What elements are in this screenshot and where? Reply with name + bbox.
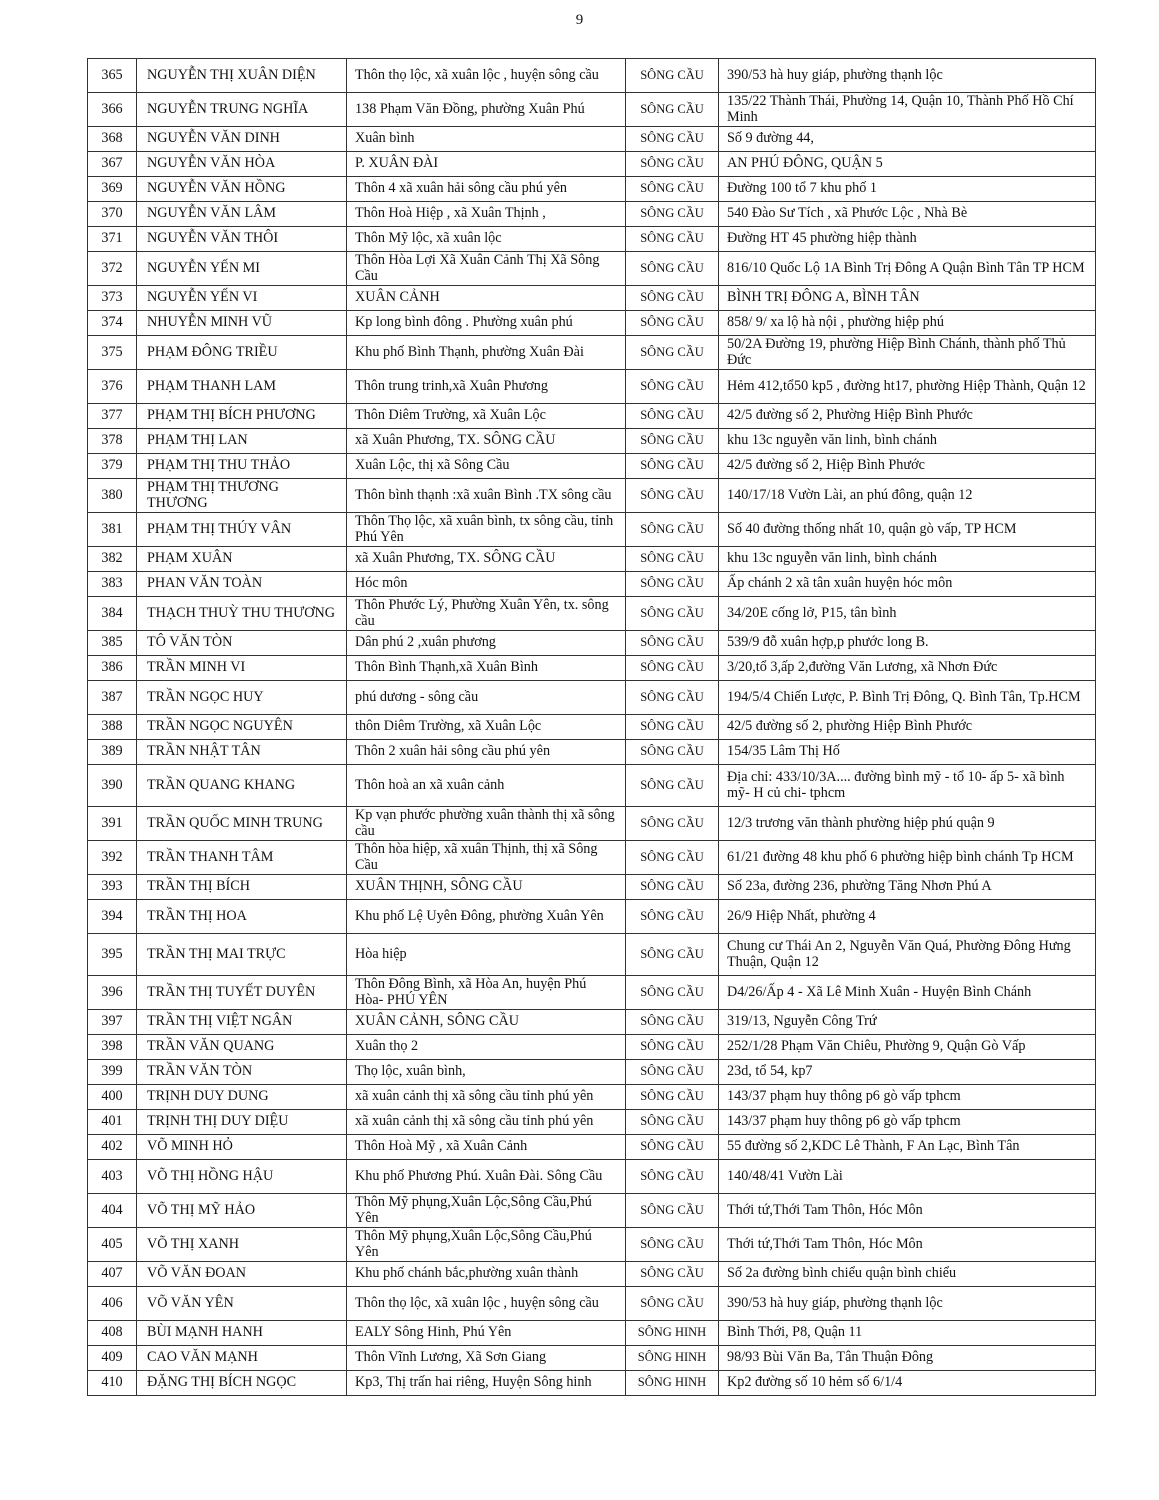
cell-stt: 390 (88, 765, 137, 807)
table-row (88, 1228, 1096, 1262)
cell-district: SÔNG CẦU (626, 1228, 719, 1262)
cell-name: PHAN VĂN TOÀN (137, 572, 347, 597)
cell-name: TÔ VĂN TÒN (137, 631, 347, 656)
cell-district: SÔNG CẦU (626, 1160, 719, 1194)
cell-district: SÔNG CẦU (626, 1262, 719, 1287)
cell-district: SÔNG CẦU (626, 715, 719, 740)
cell-stt: 381 (88, 513, 137, 547)
cell-home-address: 138 Phạm Văn Đồng, phường Xuân Phú (347, 93, 626, 127)
cell-home-address: Kp long bình đông . Phường xuân phú (347, 311, 626, 336)
cell-name: TRẦN THANH TÂM (137, 841, 347, 875)
cell-district: SÔNG CẦU (626, 1287, 719, 1321)
cell-district: SÔNG CẦU (626, 59, 719, 93)
cell-home-address: Thôn Vĩnh Lương, Xã Sơn Giang (347, 1346, 626, 1371)
cell-current-address: Địa chỉ: 433/10/3A.... đường bình mỹ - tổ 10- ấp 5- xã bình mỹ- H củ chi- tphcm (719, 765, 1096, 807)
cell-stt: 393 (88, 875, 137, 900)
cell-stt: 382 (88, 547, 137, 572)
cell-stt: 392 (88, 841, 137, 875)
cell-district: SÔNG CẦU (626, 681, 719, 715)
table-row (88, 177, 1096, 202)
cell-stt: 370 (88, 202, 137, 227)
cell-name: TRỊNH THỊ DUY DIỆU (137, 1110, 347, 1135)
cell-current-address: Chung cư Thái An 2, Nguyễn Văn Quá, Phường Đông Hưng Thuận, Quận 12 (719, 934, 1096, 976)
table-row (88, 429, 1096, 454)
cell-stt: 398 (88, 1035, 137, 1060)
cell-current-address: 50/2A Đường 19, phường Hiệp Bình Chánh, thành phố Thủ Đức (719, 336, 1096, 370)
cell-district: SÔNG CẦU (626, 807, 719, 841)
cell-district: SÔNG CẦU (626, 370, 719, 404)
cell-name: TRẦN QUỐC MINH TRUNG (137, 807, 347, 841)
cell-district: SÔNG CẦU (626, 336, 719, 370)
cell-district: SÔNG HINH (626, 1346, 719, 1371)
cell-stt: 408 (88, 1321, 137, 1346)
cell-name: NGUYỄN VĂN DINH (137, 127, 347, 152)
cell-name: VÕ VĂN ĐOAN (137, 1262, 347, 1287)
cell-district: SÔNG CẦU (626, 202, 719, 227)
cell-stt: 377 (88, 404, 137, 429)
cell-district: SÔNG HINH (626, 1321, 719, 1346)
table-row (88, 227, 1096, 252)
table-row (88, 152, 1096, 177)
cell-stt: 367 (88, 152, 137, 177)
cell-home-address: Khu phố chánh bắc,phường xuân thành (347, 1262, 626, 1287)
cell-stt: 402 (88, 1135, 137, 1160)
cell-home-address: Kp vạn phước phường xuân thành thị xã sông cầu (347, 807, 626, 841)
cell-district: SÔNG CẦU (626, 656, 719, 681)
cell-stt: 386 (88, 656, 137, 681)
cell-current-address: Ấp chánh 2 xã tân xuân huyện hóc môn (719, 572, 1096, 597)
table-row (88, 1262, 1096, 1287)
cell-district: SÔNG CẦU (626, 227, 719, 252)
table-row (88, 479, 1096, 513)
cell-district: SÔNG HINH (626, 1371, 719, 1396)
cell-home-address: Thôn Hòa Lợi Xã Xuân Cảnh Thị Xã Sông Cầu (347, 252, 626, 286)
table-row (88, 976, 1096, 1010)
cell-home-address: Kp3, Thị trấn hai riêng, Huyện Sông hinh (347, 1371, 626, 1396)
cell-name: PHẠM THỊ THÚY VÂN (137, 513, 347, 547)
cell-home-address: Thôn hoà an xã xuân cảnh (347, 765, 626, 807)
cell-home-address: Thôn Hoà Hiệp , xã Xuân Thịnh , (347, 202, 626, 227)
cell-stt: 368 (88, 127, 137, 152)
cell-district: SÔNG CẦU (626, 1194, 719, 1228)
cell-home-address: xã xuân cảnh thị xã sông cầu tỉnh phú yên (347, 1085, 626, 1110)
cell-district: SÔNG CẦU (626, 1035, 719, 1060)
table-row (88, 93, 1096, 127)
table-row (88, 875, 1096, 900)
cell-stt: 404 (88, 1194, 137, 1228)
cell-district: SÔNG CẦU (626, 900, 719, 934)
cell-current-address: Số 40 đường thống nhất 10, quận gò vấp, TP HCM (719, 513, 1096, 547)
table-row (88, 572, 1096, 597)
table-row (88, 1110, 1096, 1135)
cell-stt: 389 (88, 740, 137, 765)
cell-current-address: 194/5/4 Chiến Lược, P. Bình Trị Đông, Q. Bình Tân, Tp.HCM (719, 681, 1096, 715)
cell-stt: 380 (88, 479, 137, 513)
cell-current-address: 858/ 9/ xa lộ hà nội , phường hiệp phú (719, 311, 1096, 336)
cell-current-address: 390/53 hà huy giáp, phường thạnh lộc (719, 59, 1096, 93)
cell-current-address: 252/1/28 Phạm Văn Chiêu, Phường 9, Quận Gò Vấp (719, 1035, 1096, 1060)
cell-name: TRỊNH DUY DUNG (137, 1085, 347, 1110)
table-row (88, 286, 1096, 311)
cell-home-address: XUÂN CẢNH (347, 286, 626, 311)
cell-name: NHUYỄN MINH VŨ (137, 311, 347, 336)
cell-home-address: Thôn Bình Thạnh,xã Xuân Bình (347, 656, 626, 681)
table-row (88, 681, 1096, 715)
cell-name: NGUYỄN VĂN THÔI (137, 227, 347, 252)
cell-home-address: Xuân Lộc, thị xã Sông Cầu (347, 454, 626, 479)
cell-stt: 394 (88, 900, 137, 934)
cell-stt: 374 (88, 311, 137, 336)
cell-name: VÕ VĂN YÊN (137, 1287, 347, 1321)
cell-current-address: 140/48/41 Vườn Lài (719, 1160, 1096, 1194)
table-row (88, 715, 1096, 740)
cell-current-address: 135/22 Thành Thái, Phường 14, Quận 10, Thành Phố Hồ Chí Minh (719, 93, 1096, 127)
table-row (88, 765, 1096, 807)
cell-home-address: Thôn hòa hiệp, xã xuân Thịnh, thị xã Sông Cầu (347, 841, 626, 875)
cell-district: SÔNG CẦU (626, 513, 719, 547)
cell-district: SÔNG CẦU (626, 286, 719, 311)
cell-current-address: D4/26/Ấp 4 - Xã Lê Minh Xuân - Huyện Bình Chánh (719, 976, 1096, 1010)
cell-home-address: Thôn Đông Bình, xã Hòa An, huyện Phú Hòa- PHÚ YÊN (347, 976, 626, 1010)
cell-stt: 407 (88, 1262, 137, 1287)
cell-home-address: XUÂN CẢNH, SÔNG CẦU (347, 1010, 626, 1035)
registry-table-body (88, 59, 1096, 1396)
cell-home-address: Thôn 4 xã xuân hải sông cầu phú yên (347, 177, 626, 202)
cell-current-address: Số 9 đường 44, (719, 127, 1096, 152)
cell-home-address: Thôn Diêm Trường, xã Xuân Lộc (347, 404, 626, 429)
cell-current-address: BÌNH TRỊ ĐÔNG A, BÌNH TÂN (719, 286, 1096, 311)
cell-district: SÔNG CẦU (626, 1060, 719, 1085)
cell-district: SÔNG CẦU (626, 976, 719, 1010)
cell-home-address: Khu phố Lệ Uyên Đông, phường Xuân Yên (347, 900, 626, 934)
table-row (88, 370, 1096, 404)
table-row (88, 656, 1096, 681)
cell-stt: 397 (88, 1010, 137, 1035)
cell-stt: 405 (88, 1228, 137, 1262)
cell-stt: 366 (88, 93, 137, 127)
cell-current-address: 42/5 đường số 2, Hiệp Bình Phước (719, 454, 1096, 479)
cell-current-address: 319/13, Nguyễn Công Trứ (719, 1010, 1096, 1035)
cell-name: TRẦN THỊ TUYẾT DUYÊN (137, 976, 347, 1010)
table-row (88, 1346, 1096, 1371)
cell-name: CAO VĂN MẠNH (137, 1346, 347, 1371)
cell-district: SÔNG CẦU (626, 841, 719, 875)
cell-district: SÔNG CẦU (626, 875, 719, 900)
cell-home-address: Thôn bình thạnh :xã xuân Bình .TX sông cầu (347, 479, 626, 513)
cell-current-address: 143/37 phạm huy thông p6 gò vấp tphcm (719, 1085, 1096, 1110)
table-row (88, 547, 1096, 572)
cell-name: TRẦN THỊ VIỆT NGÂN (137, 1010, 347, 1035)
cell-home-address: Thôn thọ lộc, xã xuân lộc , huyện sông cầu (347, 1287, 626, 1321)
cell-home-address: EALY Sông Hinh, Phú Yên (347, 1321, 626, 1346)
cell-stt: 406 (88, 1287, 137, 1321)
cell-home-address: Thôn Phước Lý, Phường Xuân Yên, tx. sông cầu (347, 597, 626, 631)
cell-district: SÔNG CẦU (626, 93, 719, 127)
cell-stt: 396 (88, 976, 137, 1010)
cell-stt: 373 (88, 286, 137, 311)
cell-home-address: Thôn Thọ lộc, xã xuân bình, tx sông cầu, tỉnh Phú Yên (347, 513, 626, 547)
cell-district: SÔNG CẦU (626, 740, 719, 765)
cell-name: VÕ THỊ HỒNG HẬU (137, 1160, 347, 1194)
cell-current-address: 140/17/18 Vườn Lài, an phú đông, quận 12 (719, 479, 1096, 513)
cell-home-address: Thọ lộc, xuân bình, (347, 1060, 626, 1085)
cell-name: TRẦN THỊ MAI TRỰC (137, 934, 347, 976)
cell-current-address: Số 2a đường bình chiểu quận bình chiểu (719, 1262, 1096, 1287)
cell-name: NGUYỄN VĂN HỒNG (137, 177, 347, 202)
cell-name: TRẦN NHẬT TÂN (137, 740, 347, 765)
cell-district: SÔNG CẦU (626, 934, 719, 976)
cell-district: SÔNG CẦU (626, 404, 719, 429)
cell-stt: 378 (88, 429, 137, 454)
cell-district: SÔNG CẦU (626, 1110, 719, 1135)
cell-district: SÔNG CẦU (626, 597, 719, 631)
cell-current-address: 42/5 đường số 2, phường Hiệp Bình Phước (719, 715, 1096, 740)
cell-district: SÔNG CẦU (626, 152, 719, 177)
table-row (88, 252, 1096, 286)
cell-stt: 391 (88, 807, 137, 841)
table-row (88, 807, 1096, 841)
cell-district: SÔNG CẦU (626, 572, 719, 597)
table-row (88, 311, 1096, 336)
cell-name: TRẦN QUANG KHANG (137, 765, 347, 807)
cell-name: TRẦN VĂN TÒN (137, 1060, 347, 1085)
cell-current-address: khu 13c nguyễn văn linh, bình chánh (719, 547, 1096, 572)
cell-home-address: xã xuân cảnh thị xã sông cầu tỉnh phú yên (347, 1110, 626, 1135)
cell-name: PHẠM ĐÔNG TRIỀU (137, 336, 347, 370)
cell-home-address: Xuân thọ 2 (347, 1035, 626, 1060)
table-row (88, 454, 1096, 479)
cell-stt: 388 (88, 715, 137, 740)
cell-district: SÔNG CẦU (626, 311, 719, 336)
cell-district: SÔNG CẦU (626, 547, 719, 572)
table-row (88, 1194, 1096, 1228)
cell-district: SÔNG CẦU (626, 1085, 719, 1110)
cell-current-address: Đường 100 tổ 7 khu phố 1 (719, 177, 1096, 202)
cell-stt: 365 (88, 59, 137, 93)
table-row (88, 1010, 1096, 1035)
cell-stt: 379 (88, 454, 137, 479)
cell-district: SÔNG CẦU (626, 252, 719, 286)
table-row (88, 127, 1096, 152)
table-row (88, 1035, 1096, 1060)
cell-home-address: Thôn Hoà Mỹ , xã Xuân Cảnh (347, 1135, 626, 1160)
table-row (88, 513, 1096, 547)
cell-home-address: Thôn 2 xuân hải sông cầu phú yên (347, 740, 626, 765)
cell-home-address: xã Xuân Phương, TX. SÔNG CẦU (347, 429, 626, 454)
cell-stt: 383 (88, 572, 137, 597)
cell-name: TRẦN NGỌC HUY (137, 681, 347, 715)
cell-stt: 371 (88, 227, 137, 252)
cell-current-address: Số 23a, đường 236, phường Tăng Nhơn Phú A (719, 875, 1096, 900)
cell-name: THẠCH THUỲ THU THƯƠNG (137, 597, 347, 631)
cell-district: SÔNG CẦU (626, 127, 719, 152)
table-row (88, 1160, 1096, 1194)
cell-name: VÕ THỊ XANH (137, 1228, 347, 1262)
registry-table (87, 58, 1096, 1396)
cell-stt: 376 (88, 370, 137, 404)
table-row (88, 740, 1096, 765)
cell-home-address: Hòa hiệp (347, 934, 626, 976)
cell-current-address: 143/37 phạm huy thông p6 gò vấp tphcm (719, 1110, 1096, 1135)
cell-name: VÕ THỊ MỸ HẢO (137, 1194, 347, 1228)
table-row (88, 1287, 1096, 1321)
table-row (88, 336, 1096, 370)
cell-name: TRẦN MINH VI (137, 656, 347, 681)
cell-name: PHẠM THỊ THƯƠNG THƯƠNG (137, 479, 347, 513)
cell-name: PHẠM XUÂN (137, 547, 347, 572)
cell-name: ĐẶNG THỊ BÍCH NGỌC (137, 1371, 347, 1396)
table-row (88, 900, 1096, 934)
table-row (88, 934, 1096, 976)
cell-current-address: 23d, tổ 54, kp7 (719, 1060, 1096, 1085)
cell-name: BÙI MẠNH HANH (137, 1321, 347, 1346)
cell-name: NGUYỄN TRUNG NGHĨA (137, 93, 347, 127)
cell-home-address: Thôn Mỹ phụng,Xuân Lộc,Sông Cầu,Phú Yên (347, 1228, 626, 1262)
table-row (88, 202, 1096, 227)
table-row (88, 631, 1096, 656)
cell-home-address: xã Xuân Phương, TX. SÔNG CẦU (347, 547, 626, 572)
cell-home-address: Thôn thọ lộc, xã xuân lộc , huyện sông cầu (347, 59, 626, 93)
cell-current-address: Bình Thới, P8, Quận 11 (719, 1321, 1096, 1346)
cell-stt: 410 (88, 1371, 137, 1396)
cell-current-address: Thới tứ,Thới Tam Thôn, Hóc Môn (719, 1194, 1096, 1228)
cell-current-address: AN PHÚ ĐÔNG, QUẬN 5 (719, 152, 1096, 177)
cell-district: SÔNG CẦU (626, 454, 719, 479)
cell-name: PHẠM THANH LAM (137, 370, 347, 404)
cell-district: SÔNG CẦU (626, 429, 719, 454)
table-row (88, 1135, 1096, 1160)
cell-home-address: Khu phố Phương Phú. Xuân Đài. Sông Cầu (347, 1160, 626, 1194)
cell-current-address: 540 Đào Sư Tích , xã Phước Lộc , Nhà Bè (719, 202, 1096, 227)
cell-district: SÔNG CẦU (626, 765, 719, 807)
cell-name: TRẦN THỊ HOA (137, 900, 347, 934)
cell-stt: 399 (88, 1060, 137, 1085)
table-row (88, 597, 1096, 631)
cell-district: SÔNG CẦU (626, 177, 719, 202)
cell-stt: 385 (88, 631, 137, 656)
cell-current-address: 539/9 đỗ xuân hợp,p phước long B. (719, 631, 1096, 656)
table-row (88, 59, 1096, 93)
cell-current-address: 816/10 Quốc Lộ 1A Bình Trị Đông A Quận Bình Tân TP HCM (719, 252, 1096, 286)
cell-stt: 369 (88, 177, 137, 202)
cell-home-address: Hóc môn (347, 572, 626, 597)
cell-current-address: 34/20E cống lở, P15, tân bình (719, 597, 1096, 631)
cell-name: PHẠM THỊ LAN (137, 429, 347, 454)
cell-stt: 409 (88, 1346, 137, 1371)
cell-home-address: Xuân bình (347, 127, 626, 152)
cell-home-address: P. XUÂN ĐÀI (347, 152, 626, 177)
cell-stt: 401 (88, 1110, 137, 1135)
cell-name: NGUYỄN THỊ XUÂN DIỆN (137, 59, 347, 93)
cell-home-address: Dân phú 2 ,xuân phương (347, 631, 626, 656)
cell-home-address: Thôn Mỹ lộc, xã xuân lộc (347, 227, 626, 252)
cell-stt: 403 (88, 1160, 137, 1194)
cell-current-address: khu 13c nguyễn văn linh, bình chánh (719, 429, 1096, 454)
cell-current-address: 42/5 đường số 2, Phường Hiệp Bình Phước (719, 404, 1096, 429)
cell-current-address: 61/21 đường 48 khu phố 6 phường hiệp bình chánh Tp HCM (719, 841, 1096, 875)
cell-name: TRẦN NGỌC NGUYÊN (137, 715, 347, 740)
cell-name: PHẠM THỊ BÍCH PHƯƠNG (137, 404, 347, 429)
cell-current-address: Thới tứ,Thới Tam Thôn, Hóc Môn (719, 1228, 1096, 1262)
table-row (88, 841, 1096, 875)
cell-current-address: Đường HT 45 phường hiệp thành (719, 227, 1096, 252)
cell-stt: 395 (88, 934, 137, 976)
cell-current-address: 26/9 Hiệp Nhất, phường 4 (719, 900, 1096, 934)
cell-district: SÔNG CẦU (626, 1010, 719, 1035)
cell-stt: 384 (88, 597, 137, 631)
cell-name: PHẠM THỊ THU THẢO (137, 454, 347, 479)
cell-name: NGUYỄN VĂN LÂM (137, 202, 347, 227)
cell-current-address: Hẻm 412,tổ50 kp5 , đường ht17, phường Hiệp Thành, Quận 12 (719, 370, 1096, 404)
table-row (88, 1371, 1096, 1396)
cell-district: SÔNG CẦU (626, 479, 719, 513)
table-row (88, 1060, 1096, 1085)
cell-name: NGUYỄN YẾN MI (137, 252, 347, 286)
cell-stt: 375 (88, 336, 137, 370)
cell-name: TRẦN VĂN QUANG (137, 1035, 347, 1060)
cell-current-address: 98/93 Bùi Văn Ba, Tân Thuận Đông (719, 1346, 1096, 1371)
cell-name: VÕ MINH HỎ (137, 1135, 347, 1160)
cell-current-address: 12/3 trương văn thành phường hiệp phú quận 9 (719, 807, 1096, 841)
cell-stt: 387 (88, 681, 137, 715)
cell-home-address: Thôn trung trinh,xã Xuân Phương (347, 370, 626, 404)
table-row (88, 1321, 1096, 1346)
cell-district: SÔNG CẦU (626, 1135, 719, 1160)
cell-name: NGUYỄN YẾN VI (137, 286, 347, 311)
cell-current-address: 55 đường số 2,KDC Lê Thành, F An Lạc, Bình Tân (719, 1135, 1096, 1160)
cell-name: NGUYỄN VĂN HÒA (137, 152, 347, 177)
cell-stt: 372 (88, 252, 137, 286)
cell-home-address: XUÂN THỊNH, SÔNG CẦU (347, 875, 626, 900)
cell-name: TRẦN THỊ BÍCH (137, 875, 347, 900)
cell-stt: 400 (88, 1085, 137, 1110)
cell-current-address: 390/53 hà huy giáp, phường thạnh lộc (719, 1287, 1096, 1321)
cell-home-address: Khu phố Bình Thạnh, phường Xuân Đài (347, 336, 626, 370)
page-number: 9 (575, 12, 584, 28)
cell-home-address: phú dương - sông cầu (347, 681, 626, 715)
table-row (88, 1085, 1096, 1110)
cell-district: SÔNG CẦU (626, 631, 719, 656)
table-row (88, 404, 1096, 429)
cell-home-address: Thôn Mỹ phụng,Xuân Lộc,Sông Cầu,Phú Yên (347, 1194, 626, 1228)
cell-current-address: 154/35 Lâm Thị Hố (719, 740, 1096, 765)
cell-current-address: Kp2 đường số 10 hẻm số 6/1/4 (719, 1371, 1096, 1396)
cell-current-address: 3/20,tổ 3,ấp 2,đường Văn Lương, xã Nhơn Đức (719, 656, 1096, 681)
cell-home-address: thôn Diêm Trường, xã Xuân Lộc (347, 715, 626, 740)
